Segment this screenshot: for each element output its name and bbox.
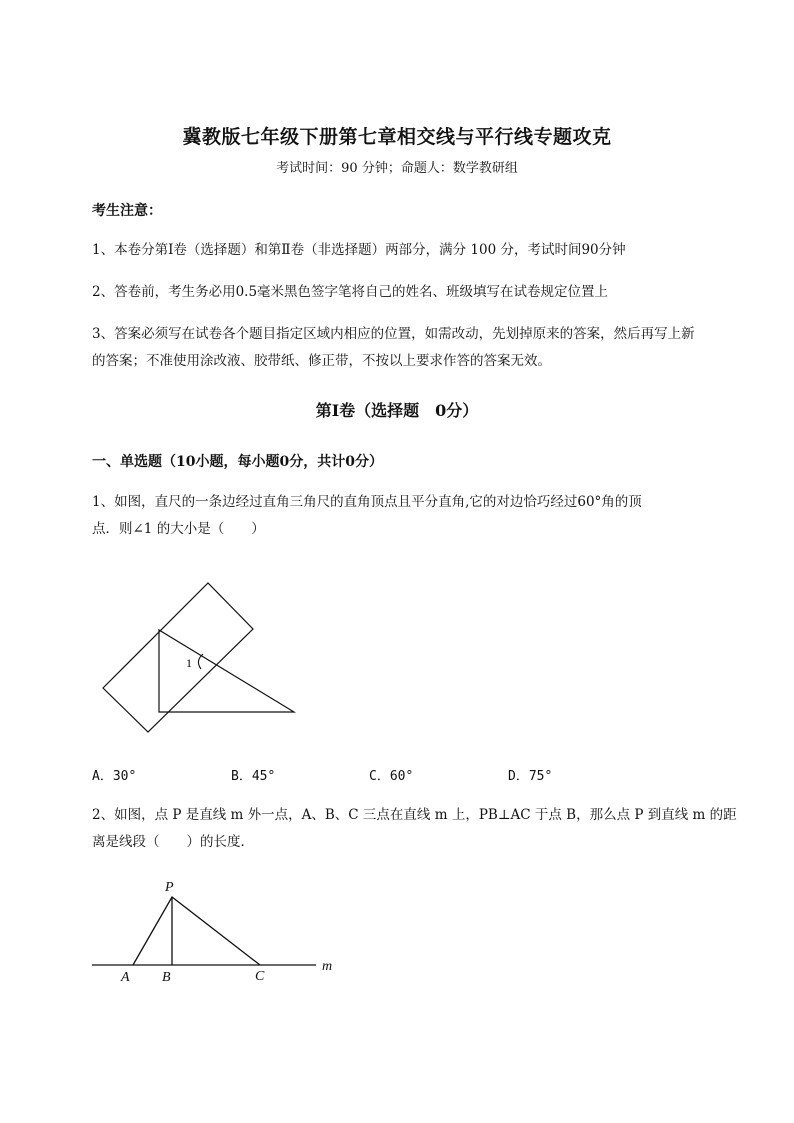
ruler — [103, 583, 253, 732]
question-2-figure — [88, 875, 348, 990]
triangle-set-square — [159, 630, 294, 712]
question-2-text-continued: 离是线段（ ）的长度． — [92, 834, 254, 850]
notice-heading: 考生注意： — [92, 203, 162, 219]
section-title: 第Ⅰ卷（选择题 0分） — [315, 401, 479, 420]
notice-item: 2、答卷前，考生务必用0.5毫米黑色签字笔将自己的姓名、班级填写在试卷规定位置上 — [92, 284, 609, 300]
page-title: 冀教版七年级下册第七章相交线与平行线专题攻克 — [182, 126, 612, 148]
point-a-label: A — [121, 970, 130, 985]
question-1-text-continued: 点．则∠1 的大小是（ ） — [92, 521, 265, 537]
part-heading: 一、单选题（10小题，每小题0分，共计0分） — [92, 454, 383, 470]
question-1-figure — [95, 575, 305, 735]
question-2-text: 2、如图，点 P 是直线 m 外一点，A、B、C 三点在直线 m 上，PB⊥AC 于点 B，那么点 P 到直线 m 的距 — [92, 807, 737, 823]
angle-1-label: 1 — [186, 656, 192, 670]
question-1-text: 1、如图，直尺的一条边经过直角三角尺的直角顶点且平分直角,它的对边恰巧经过60°角的顶 — [92, 494, 642, 510]
notice-item-continued: 的答案；不准使用涂改液、胶带纸、修正带，不按以上要求作答的答案无效。 — [92, 353, 551, 369]
notice-item: 3、答案必须写在试卷各个题目指定区域内相应的位置，如需改动，先划掉原来的答案，然后再写上新 — [92, 326, 695, 342]
option-b[interactable]: B．45° — [231, 769, 276, 784]
option-d[interactable]: D．75° — [508, 769, 553, 784]
notice-item: 1、本卷分第Ⅰ卷（选择题）和第Ⅱ卷（非选择题）两部分，满分 100 分，考试时间90分钟 — [92, 242, 626, 258]
line-m-label: m — [322, 959, 333, 974]
triangle-pac — [133, 897, 260, 965]
option-c[interactable]: C．60° — [369, 769, 414, 784]
option-a[interactable]: A．30° — [92, 769, 137, 784]
exam-info: 考试时间：90 分钟；命题人：数学教研组 — [276, 161, 518, 176]
point-p-label: P — [165, 880, 174, 895]
point-c-label: C — [255, 969, 265, 984]
point-b-label: B — [162, 970, 171, 985]
